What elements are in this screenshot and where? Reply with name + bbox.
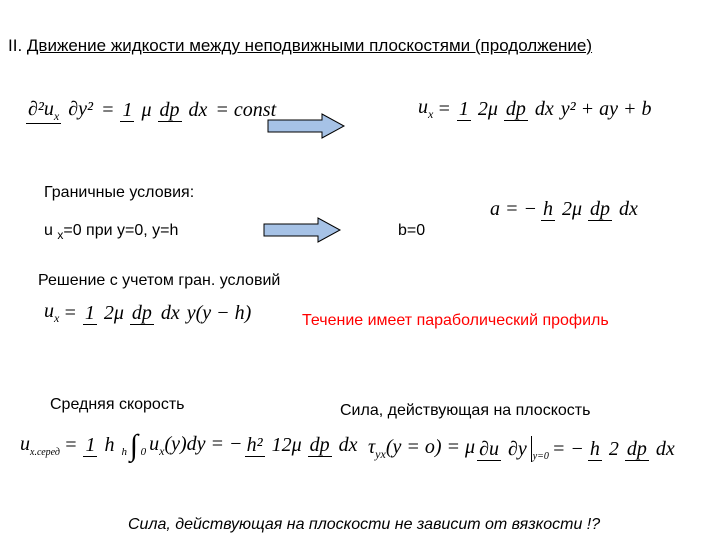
average-speed-label: Средняя скорость (50, 396, 185, 413)
f4-dp: dp (131, 301, 152, 324)
f5-12mu: 12μ (271, 434, 302, 456)
f3-dp: dp (590, 198, 611, 220)
frac-du-dy (477, 438, 529, 461)
f2-lhs: u (418, 96, 428, 118)
boundary-conditions-text (44, 222, 178, 242)
f1-mu: μ (141, 99, 152, 122)
f5-integrand: u (149, 432, 160, 455)
frac-1-h (83, 434, 116, 457)
formula-velocity-profile (44, 300, 251, 326)
f4-dx: dx (160, 301, 180, 324)
f4-lhs: u (44, 300, 54, 322)
frac-h-2mu (541, 198, 584, 221)
f6-dx: dx (655, 437, 675, 460)
formula-velocity-general (418, 96, 652, 122)
f4-eq: = (63, 301, 77, 324)
frac-1-2mu (457, 98, 500, 121)
f1-num: ∂²u (28, 98, 54, 120)
f6-h: h (589, 437, 600, 460)
b-result: b=0 (398, 222, 426, 239)
f5-lhs-sub: x.серед (30, 447, 60, 458)
formula-momentum (24, 98, 276, 124)
f6-lhs: τ (368, 436, 376, 458)
f1-dx: dx (188, 99, 208, 122)
f5-int-top: h (121, 446, 127, 458)
f3-lhs: a = − (490, 198, 537, 220)
formula-shear-stress (368, 436, 679, 462)
f2-eq: = (437, 97, 451, 120)
f5-h2: h² (246, 434, 263, 456)
f3-h: h (543, 198, 553, 220)
formula-a (490, 198, 642, 221)
f5-integrand-sub: x (159, 443, 165, 458)
frac-dpdx-4 (130, 302, 182, 325)
f1-den: ∂y² (68, 98, 93, 120)
f6-du: ∂u (479, 437, 499, 460)
integral-symbol: h ∫ 0 (121, 429, 147, 462)
title-prefix: II. (8, 36, 27, 55)
f6-at: y=0 (532, 451, 549, 462)
f5-int-bot: 0 (140, 446, 147, 458)
frac-dpdx-1 (158, 99, 210, 122)
arrow-right-icon (262, 216, 342, 244)
f2-one: 1 (458, 97, 469, 120)
frac-h-2 (588, 438, 621, 461)
frac-dpdx-6 (625, 438, 677, 461)
frac-1-mu (120, 99, 153, 122)
f1-const: = const (215, 99, 277, 122)
f5-h: h (104, 434, 115, 456)
conclusion-text: Сила, действующая на плоскости не зависит от вязкости !? (128, 516, 601, 533)
frac-h2-12mu (245, 434, 304, 457)
bc-rest: =0 при y=0, y=h (63, 222, 179, 239)
f1-num-sub: x (53, 109, 60, 123)
frac-dpdx-2 (504, 98, 556, 121)
f1-dp: dp (159, 99, 180, 122)
f2-rest: y² + ay + b (560, 97, 652, 120)
f1-one: 1 (122, 99, 133, 122)
f2-dp: dp (505, 97, 526, 120)
f2-lhs-sub: x (428, 107, 434, 121)
frac-dpdx-5 (308, 434, 360, 457)
formula-average-velocity (20, 429, 362, 462)
f5-dp: dp (309, 434, 330, 456)
bc-u-sub: x (57, 228, 64, 243)
evaluation-bar (531, 436, 549, 462)
f5-eq: = (63, 434, 78, 456)
f5-lhs: u (20, 433, 30, 455)
f4-rest: y(y − h) (186, 301, 252, 324)
frac-d2u (26, 98, 95, 124)
f6-eq: = − (551, 437, 584, 460)
f5-one: 1 (85, 434, 96, 456)
f5-integrand-rest: (y)dy = − (164, 432, 243, 455)
f2-dx: dx (534, 97, 554, 120)
frac-dpdx-3 (588, 198, 640, 221)
f4-one: 1 (84, 301, 95, 324)
frac-1-2mu-b (83, 302, 126, 325)
f6-2: 2 (608, 437, 619, 460)
f6-dy: ∂y (507, 437, 527, 460)
solution-label: Решение с учетом гран. условий (38, 272, 281, 289)
bc-u: u (44, 222, 58, 239)
f6-lhs-rest: (y = o) = μ (385, 436, 476, 458)
boundary-conditions-label: Граничные условия: (44, 184, 195, 201)
f4-2mu: 2μ (103, 301, 124, 324)
page-title (8, 36, 592, 56)
title-text: Движение жидкости между неподвижными плоскостями (продолжение) (26, 36, 593, 55)
f2-2mu: 2μ (477, 97, 498, 120)
f4-lhs-sub: x (54, 311, 60, 325)
f6-lhs-sub: yx (375, 447, 386, 461)
f6-dp: dp (626, 437, 647, 460)
parabolic-profile-note: Течение имеет параболический профиль (302, 312, 609, 329)
f5-dx: dx (338, 434, 358, 456)
force-label: Сила, действующая на плоскость (340, 402, 591, 419)
f1-eq: = (100, 99, 115, 122)
f3-dx: dx (619, 198, 638, 220)
arrow-right-icon (266, 112, 346, 140)
f3-2mu: 2μ (562, 198, 583, 220)
